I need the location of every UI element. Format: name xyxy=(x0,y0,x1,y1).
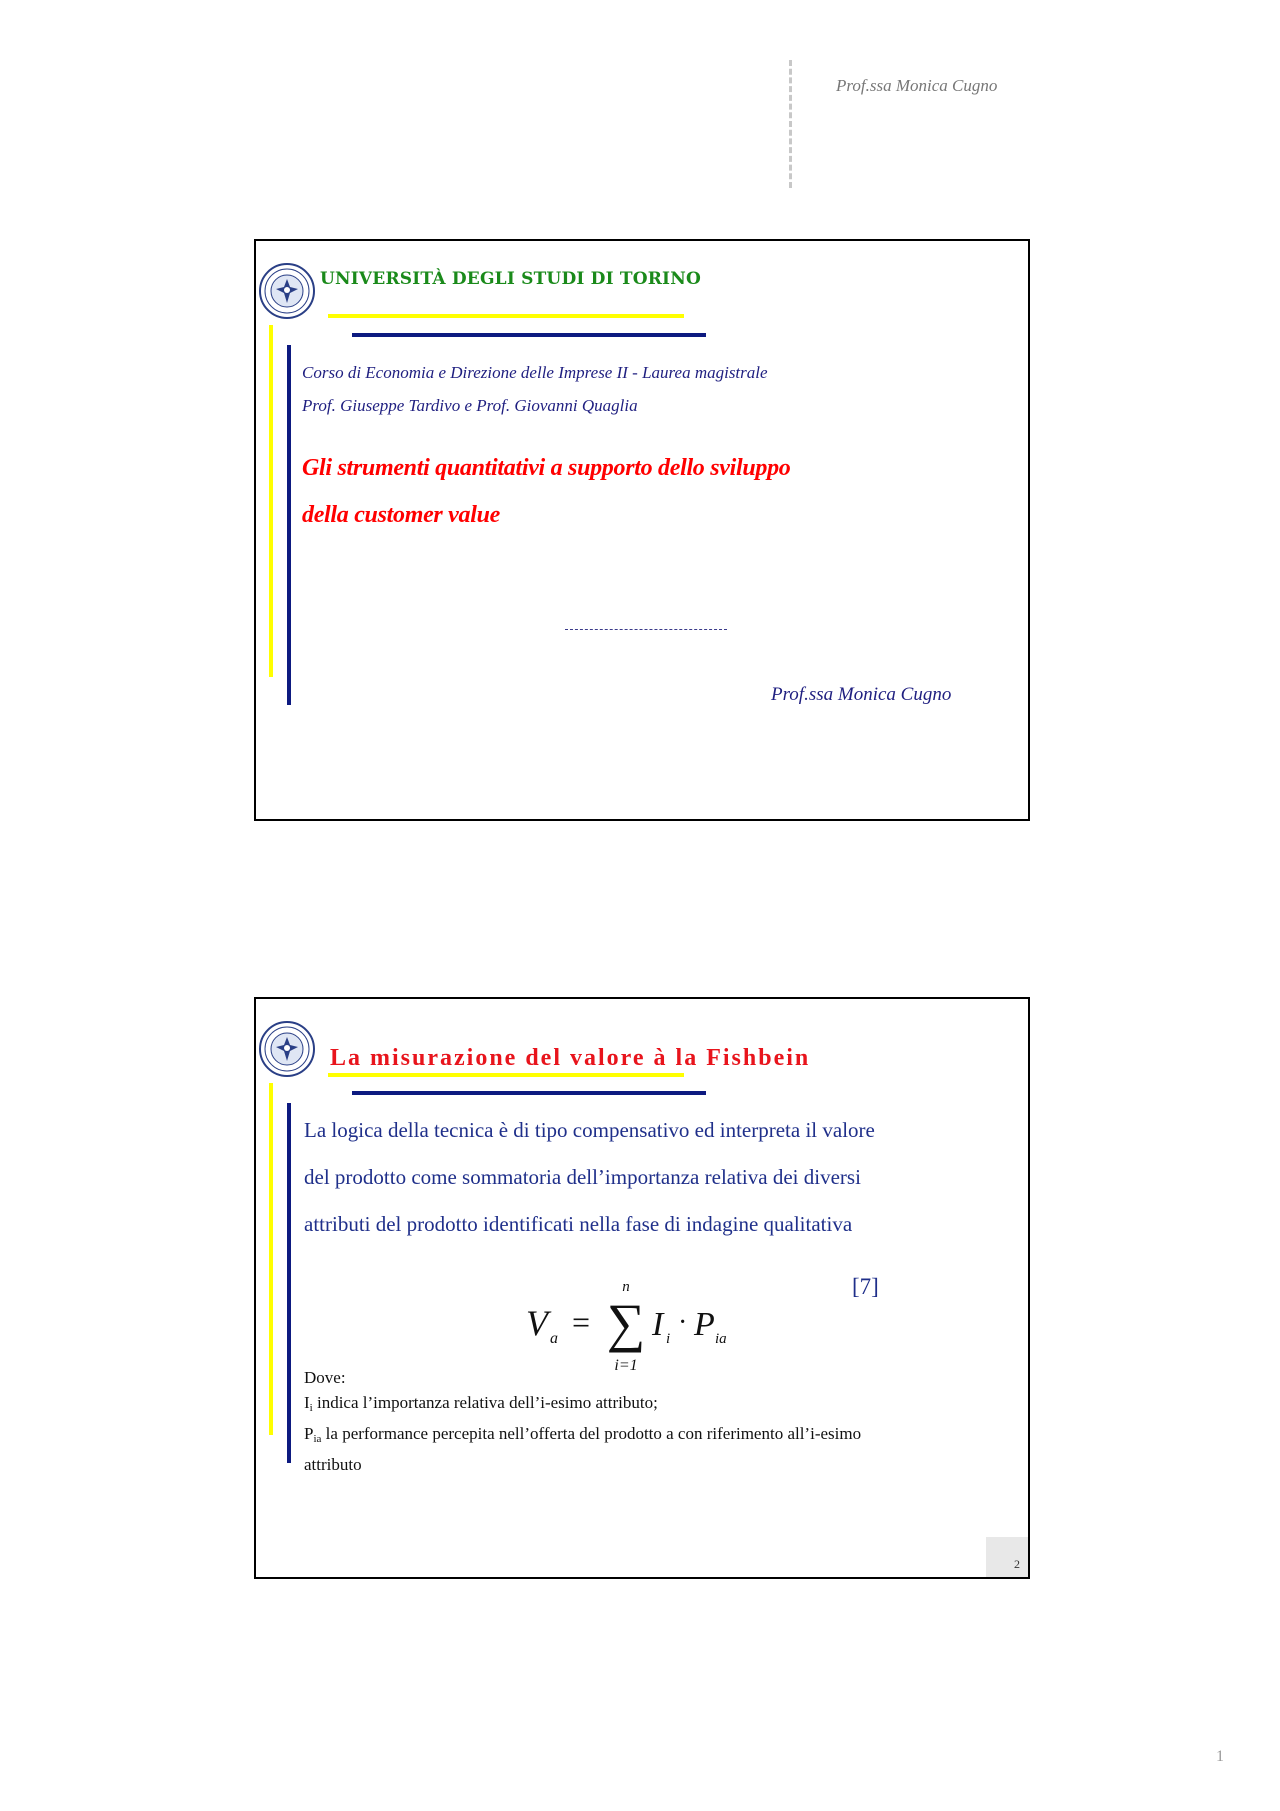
formula-dot: · xyxy=(678,1307,688,1338)
definition-text: indica l’importanza relativa dell’i-esimo attributo; xyxy=(312,1393,658,1412)
where-label: Dove: xyxy=(304,1368,346,1387)
formula-term1-sub: i xyxy=(666,1331,671,1347)
formula-term2-sub: ia xyxy=(715,1331,727,1347)
slide-paragraph xyxy=(304,1107,1004,1248)
university-seal-icon xyxy=(259,263,315,319)
slide-title-line-2: della customer value xyxy=(302,502,500,528)
university-name: UNIVERSITÀ DEGLI STUDI DI TORINO xyxy=(320,269,701,289)
course-name: Corso di Economia e Direzione delle Imprese II - Laurea magistrale xyxy=(302,363,768,382)
university-seal-icon xyxy=(259,1021,315,1077)
paragraph-line: attributi del prodotto identificati nella fase di indagine qualitativa xyxy=(304,1212,853,1236)
definition-symbol: I xyxy=(304,1393,310,1412)
formula-term1: I xyxy=(652,1306,664,1343)
accent-bar-navy xyxy=(352,1091,706,1095)
slide-number-tab xyxy=(986,1537,1028,1577)
definition-item xyxy=(304,1390,1004,1421)
definition-text: la performance percepita nell’offerta del prodotto a con riferimento all’i-esimo xyxy=(321,1424,862,1443)
definition-subscript: ia xyxy=(313,1433,322,1445)
dashed-divider xyxy=(565,629,727,630)
slide-title: La misurazione del valore à la Fishbein xyxy=(330,1045,811,1071)
paragraph-line: La logica della tecnica è di tipo compensativo ed interpreta il valore xyxy=(304,1118,875,1142)
course-professors: Prof. Giuseppe Tardivo e Prof. Giovanni Quaglia xyxy=(302,396,638,415)
side-bar-yellow xyxy=(269,1083,273,1435)
formula-sum-lower: i=1 xyxy=(614,1357,638,1374)
side-bar-yellow xyxy=(269,325,273,677)
equation-reference: [7] xyxy=(852,1274,879,1299)
accent-bar-yellow xyxy=(328,314,684,318)
page-number: 1 xyxy=(1216,1748,1224,1765)
slide-author: Prof.ssa Monica Cugno xyxy=(771,684,952,705)
formula-sum-upper: n xyxy=(622,1279,630,1295)
formula-equals: = xyxy=(572,1304,591,1340)
side-bar-navy xyxy=(287,345,291,705)
formula-lhs: V xyxy=(526,1303,548,1343)
slide-1 xyxy=(254,239,1030,821)
definition-continuation: attributo xyxy=(304,1455,362,1474)
definition-subscript: i xyxy=(309,1402,313,1414)
definition-item xyxy=(304,1421,1004,1452)
slide-number: 2 xyxy=(1014,1557,1020,1571)
definition-symbol: P xyxy=(304,1424,314,1443)
header-author: Prof.ssa Monica Cugno xyxy=(836,76,998,95)
accent-bar-yellow xyxy=(328,1073,684,1077)
formula-lhs-sub: a xyxy=(550,1330,558,1347)
slide-2 xyxy=(254,997,1030,1579)
side-bar-navy xyxy=(287,1103,291,1463)
definitions xyxy=(304,1365,1004,1477)
fishbein-formula xyxy=(526,1277,756,1377)
formula-term2: P xyxy=(694,1306,715,1343)
slide-title-line-1: Gli strumenti quantitativi a supporto dello sviluppo xyxy=(302,455,791,481)
header-divider xyxy=(789,60,792,188)
accent-bar-navy xyxy=(352,333,706,337)
paragraph-line: del prodotto come sommatoria dell’importanza relativa dei diversi xyxy=(304,1165,861,1189)
sigma-icon: ∑ xyxy=(606,1293,646,1353)
